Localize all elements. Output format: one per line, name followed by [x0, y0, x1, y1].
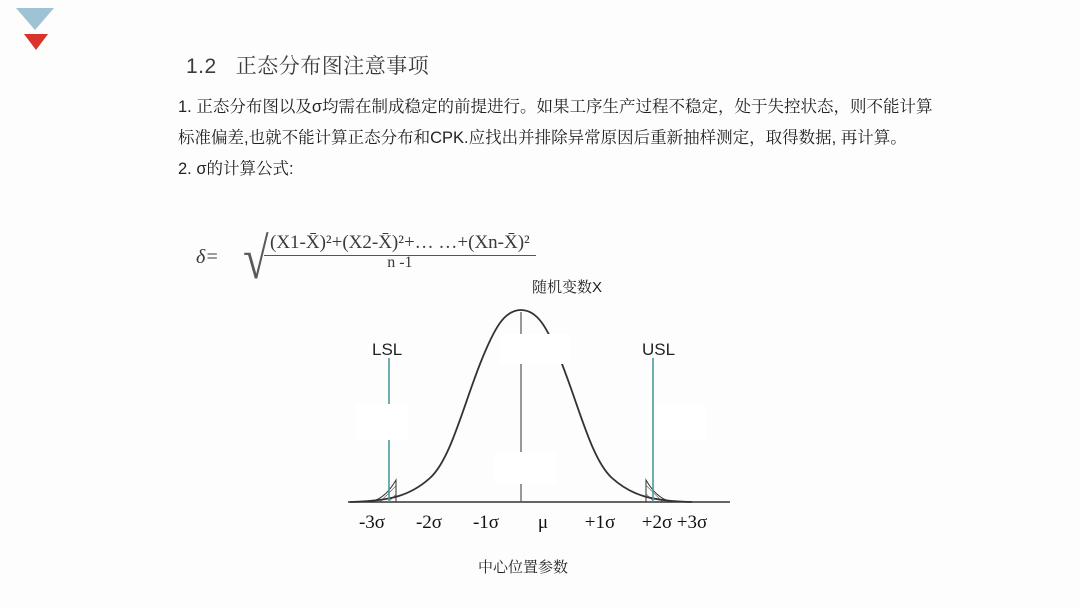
paragraph-1: 1. 正态分布图以及σ均需在制成稳定的前提进行。如果工序生产过程不稳定，处于失控状态，则不能计算标准偏差,也就不能计算正态分布和CPK.应找出并排除异常原因后重新抽样测定，取得数据, 再计算。: [178, 98, 933, 147]
formula-lhs: δ=: [196, 246, 219, 268]
formula-denominator: n -1: [387, 254, 413, 271]
body-text: [178, 92, 938, 185]
tick-label: +3σ: [676, 512, 708, 533]
random-variable-label: 随机变数X: [532, 279, 603, 296]
tick-label: μ: [537, 512, 549, 533]
tick-label: -2σ: [415, 512, 443, 533]
radical-icon: √: [243, 226, 269, 291]
center-parameter-label: 中心位置参数: [478, 559, 569, 576]
blank-patch-top: [500, 334, 570, 364]
tick-label: +1σ: [584, 512, 616, 533]
triangle-blue-icon: [16, 8, 54, 30]
paragraph-2: 2. σ的计算公式:: [178, 160, 294, 178]
triangle-red-icon: [24, 34, 48, 50]
axis-tick-labels: [352, 512, 712, 542]
tick-label: +2σ: [641, 512, 673, 533]
lsl-label: LSL: [372, 340, 403, 359]
tick-label: -1σ: [472, 512, 500, 533]
blank-patch-left: [356, 404, 408, 440]
decorative-arrows: [16, 8, 56, 63]
blank-patch-center: [494, 452, 556, 484]
tick-label: -3σ: [358, 512, 386, 533]
formula-fraction: [264, 232, 536, 272]
blank-patch-right: [654, 404, 706, 440]
usl-label: USL: [642, 340, 676, 359]
page-title: 1.2 正态分布图注意事项: [186, 55, 430, 78]
formula-numerator: (X1-X̄)²+(X2-X̄)²+… …+(Xn-X̄)²: [264, 232, 536, 256]
